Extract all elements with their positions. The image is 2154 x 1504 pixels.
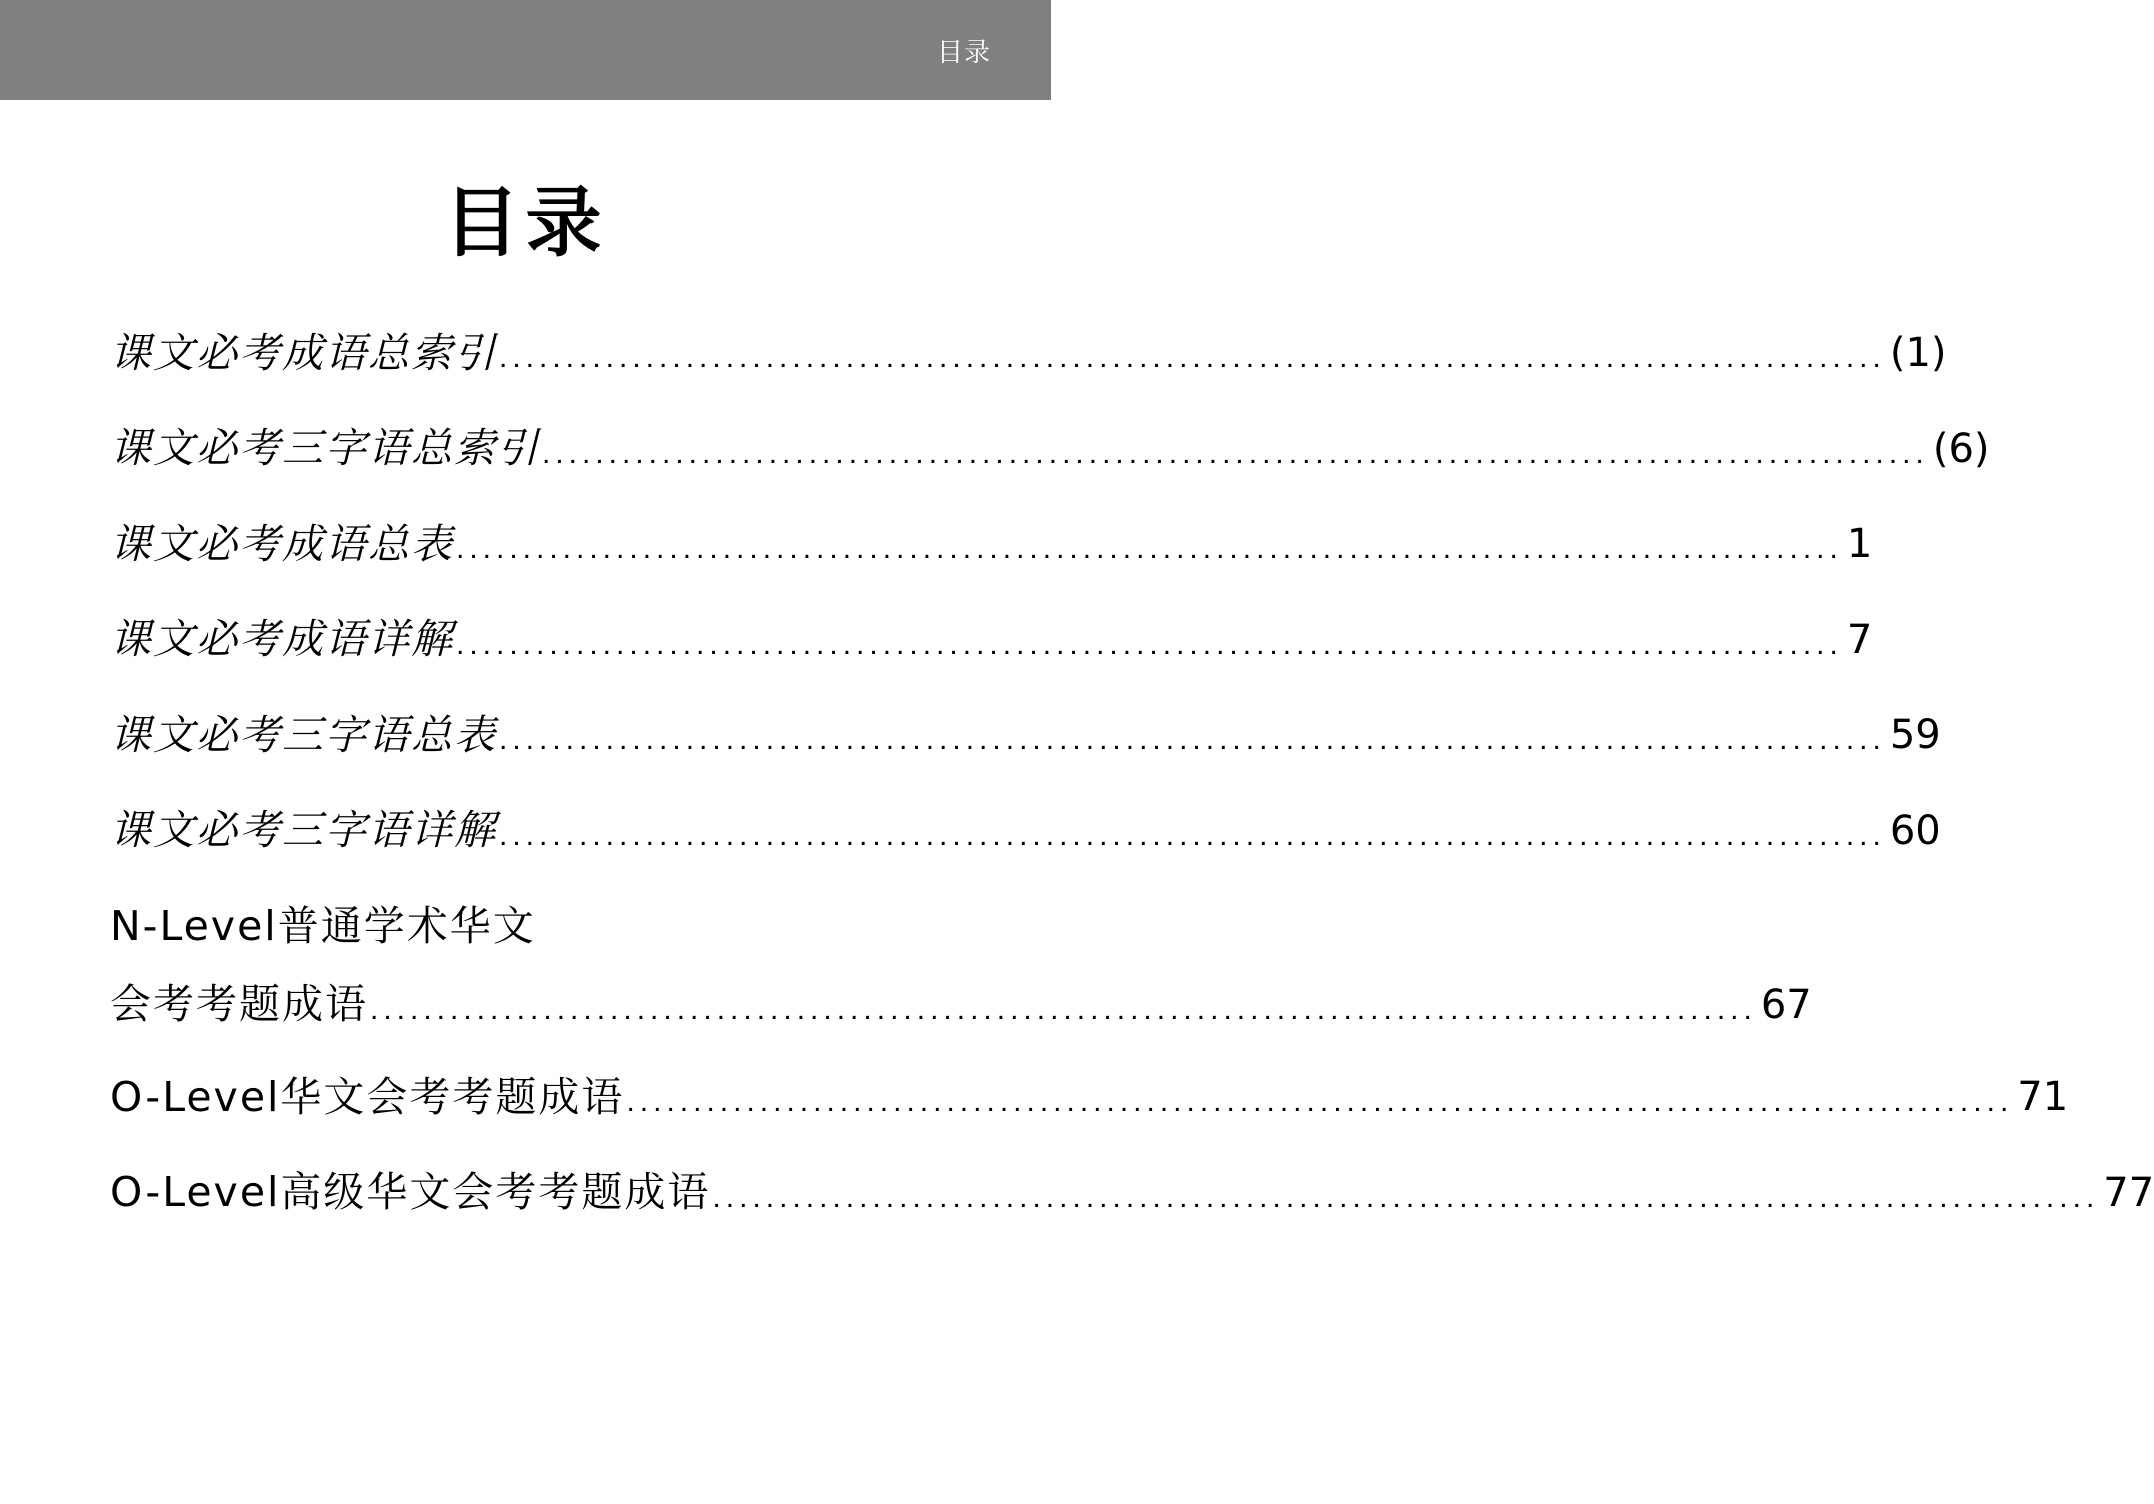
toc-entry-label: 课文必考三字语总表 — [110, 710, 497, 759]
toc-entry[interactable] — [110, 327, 1947, 379]
toc-entry-page: 60 — [1889, 807, 1941, 854]
toc-entry-page: 67 — [1760, 981, 1812, 1028]
page-header-bar — [0, 0, 1051, 100]
page-content — [0, 162, 2154, 1219]
toc-entry-page: (6) — [1932, 425, 1990, 472]
toc-entry-label: O-Level高级华文会考考题成语 — [110, 1168, 711, 1217]
toc-entry-page: 59 — [1889, 712, 1941, 759]
dot-leader: ........................................................................................................ — [542, 436, 1929, 470]
dot-leader: ........................................................................................................ — [626, 1085, 2014, 1119]
toc-entry[interactable] — [110, 709, 1941, 761]
toc-entry-page: 7 — [1846, 616, 1873, 663]
toc-entry-page: 1 — [1846, 521, 1873, 568]
header-title: 目录 — [936, 37, 991, 68]
toc-entry-label: 会考考题成语 — [110, 980, 368, 1029]
dot-leader: ........................................................................................................ — [499, 341, 1886, 375]
dot-leader: ........................................................................................................ — [499, 818, 1886, 852]
toc-entry[interactable] — [110, 900, 1812, 1031]
toc-entry[interactable] — [110, 1166, 2154, 1218]
toc-entry[interactable] — [110, 1071, 2069, 1123]
dot-leader: ........................................................................................................ — [456, 532, 1843, 566]
table-of-contents — [110, 327, 2154, 1219]
toc-entry-label: 课文必考成语总表 — [110, 519, 454, 568]
toc-entry-page: 71 — [2017, 1074, 2069, 1121]
toc-entry-label: 课文必考成语详解 — [110, 615, 454, 664]
toc-entry[interactable] — [110, 422, 1990, 474]
dot-leader: ........................................................................................................ — [370, 992, 1757, 1026]
dot-leader: ........................................................................................................ — [456, 627, 1843, 661]
toc-entry[interactable] — [110, 613, 1873, 665]
toc-entry[interactable] — [110, 804, 1941, 856]
toc-entry-label: 课文必考三字语详解 — [110, 806, 497, 855]
page-title: 目录 — [443, 178, 608, 267]
toc-entry-page: (1) — [1889, 330, 1947, 377]
dot-leader: ........................................................................................................ — [499, 723, 1886, 757]
toc-entry-label: 课文必考成语总索引 — [110, 329, 497, 377]
toc-entry-label: O-Level华文会考考题成语 — [110, 1072, 625, 1121]
toc-entry-label: 课文必考三字语总索引 — [110, 424, 540, 473]
toc-entry-page: 77 — [2103, 1169, 2154, 1216]
toc-entry-label-line1: N-Level普通学术华文 — [110, 901, 536, 950]
toc-entry[interactable] — [110, 518, 1873, 570]
dot-leader: ........................................................................................................ — [712, 1180, 2100, 1214]
